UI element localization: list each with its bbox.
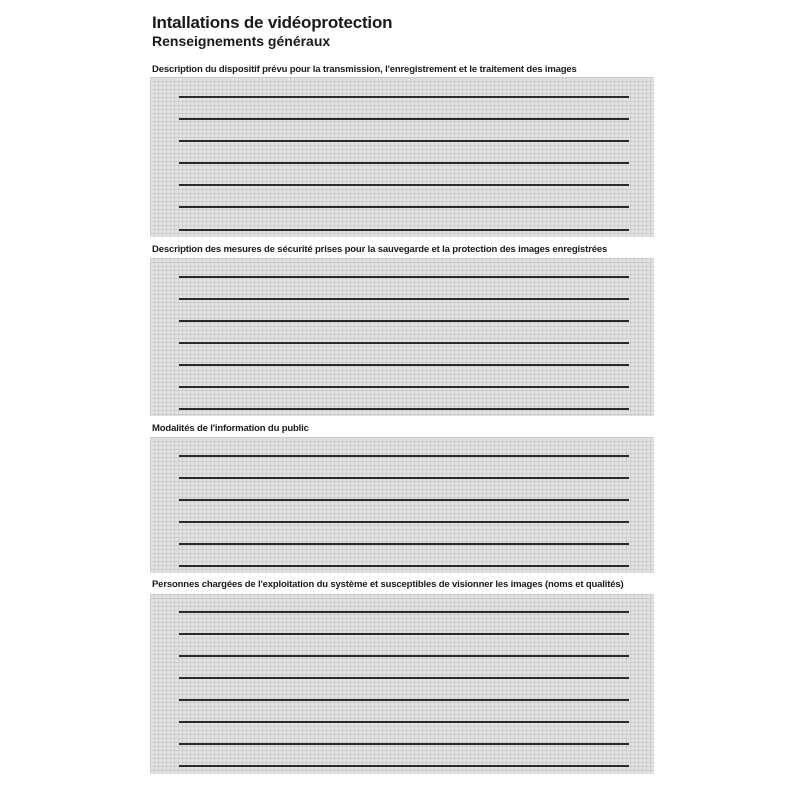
writing-line (179, 743, 629, 745)
writing-line (179, 477, 629, 479)
writing-line (179, 364, 629, 366)
writing-line (179, 699, 629, 701)
writing-line (179, 565, 629, 567)
writing-line (179, 655, 629, 657)
writing-line (179, 298, 629, 300)
writing-line (179, 721, 629, 723)
writing-line (179, 96, 629, 98)
textarea-information[interactable] (150, 437, 654, 573)
page-subtitle: Renseignements généraux (152, 33, 331, 49)
writing-line (179, 229, 629, 231)
writing-line (179, 386, 629, 388)
writing-line (179, 320, 629, 322)
writing-line (179, 276, 629, 278)
page-title: Intallations de vidéoprotection (152, 13, 393, 32)
writing-line (179, 342, 629, 344)
section-label-dispositif: Description du dispositif prévu pour la transmission, l'enregistrement et le traitement des images (152, 64, 577, 75)
textarea-personnes[interactable] (150, 594, 654, 774)
section-label-information: Modalités de l'information du public (152, 423, 309, 434)
writing-line (179, 206, 629, 208)
writing-line (179, 499, 629, 501)
writing-line (179, 118, 629, 120)
section-label-personnes: Personnes chargées de l'exploitation du système et susceptibles de visionner les images (noms et qualités) (152, 579, 624, 590)
section-label-securite: Description des mesures de sécurité prises pour la sauvegarde et la protection des images enregistrées (152, 244, 608, 255)
writing-line (179, 543, 629, 545)
writing-line (179, 455, 629, 457)
writing-line (179, 162, 629, 164)
writing-line (179, 521, 629, 523)
textarea-dispositif[interactable] (150, 77, 654, 237)
writing-line (179, 408, 629, 410)
writing-line (179, 184, 629, 186)
writing-line (179, 677, 629, 679)
writing-line (179, 140, 629, 142)
writing-line (179, 611, 629, 613)
writing-line (179, 765, 629, 767)
textarea-securite[interactable] (150, 258, 654, 416)
writing-line (179, 633, 629, 635)
